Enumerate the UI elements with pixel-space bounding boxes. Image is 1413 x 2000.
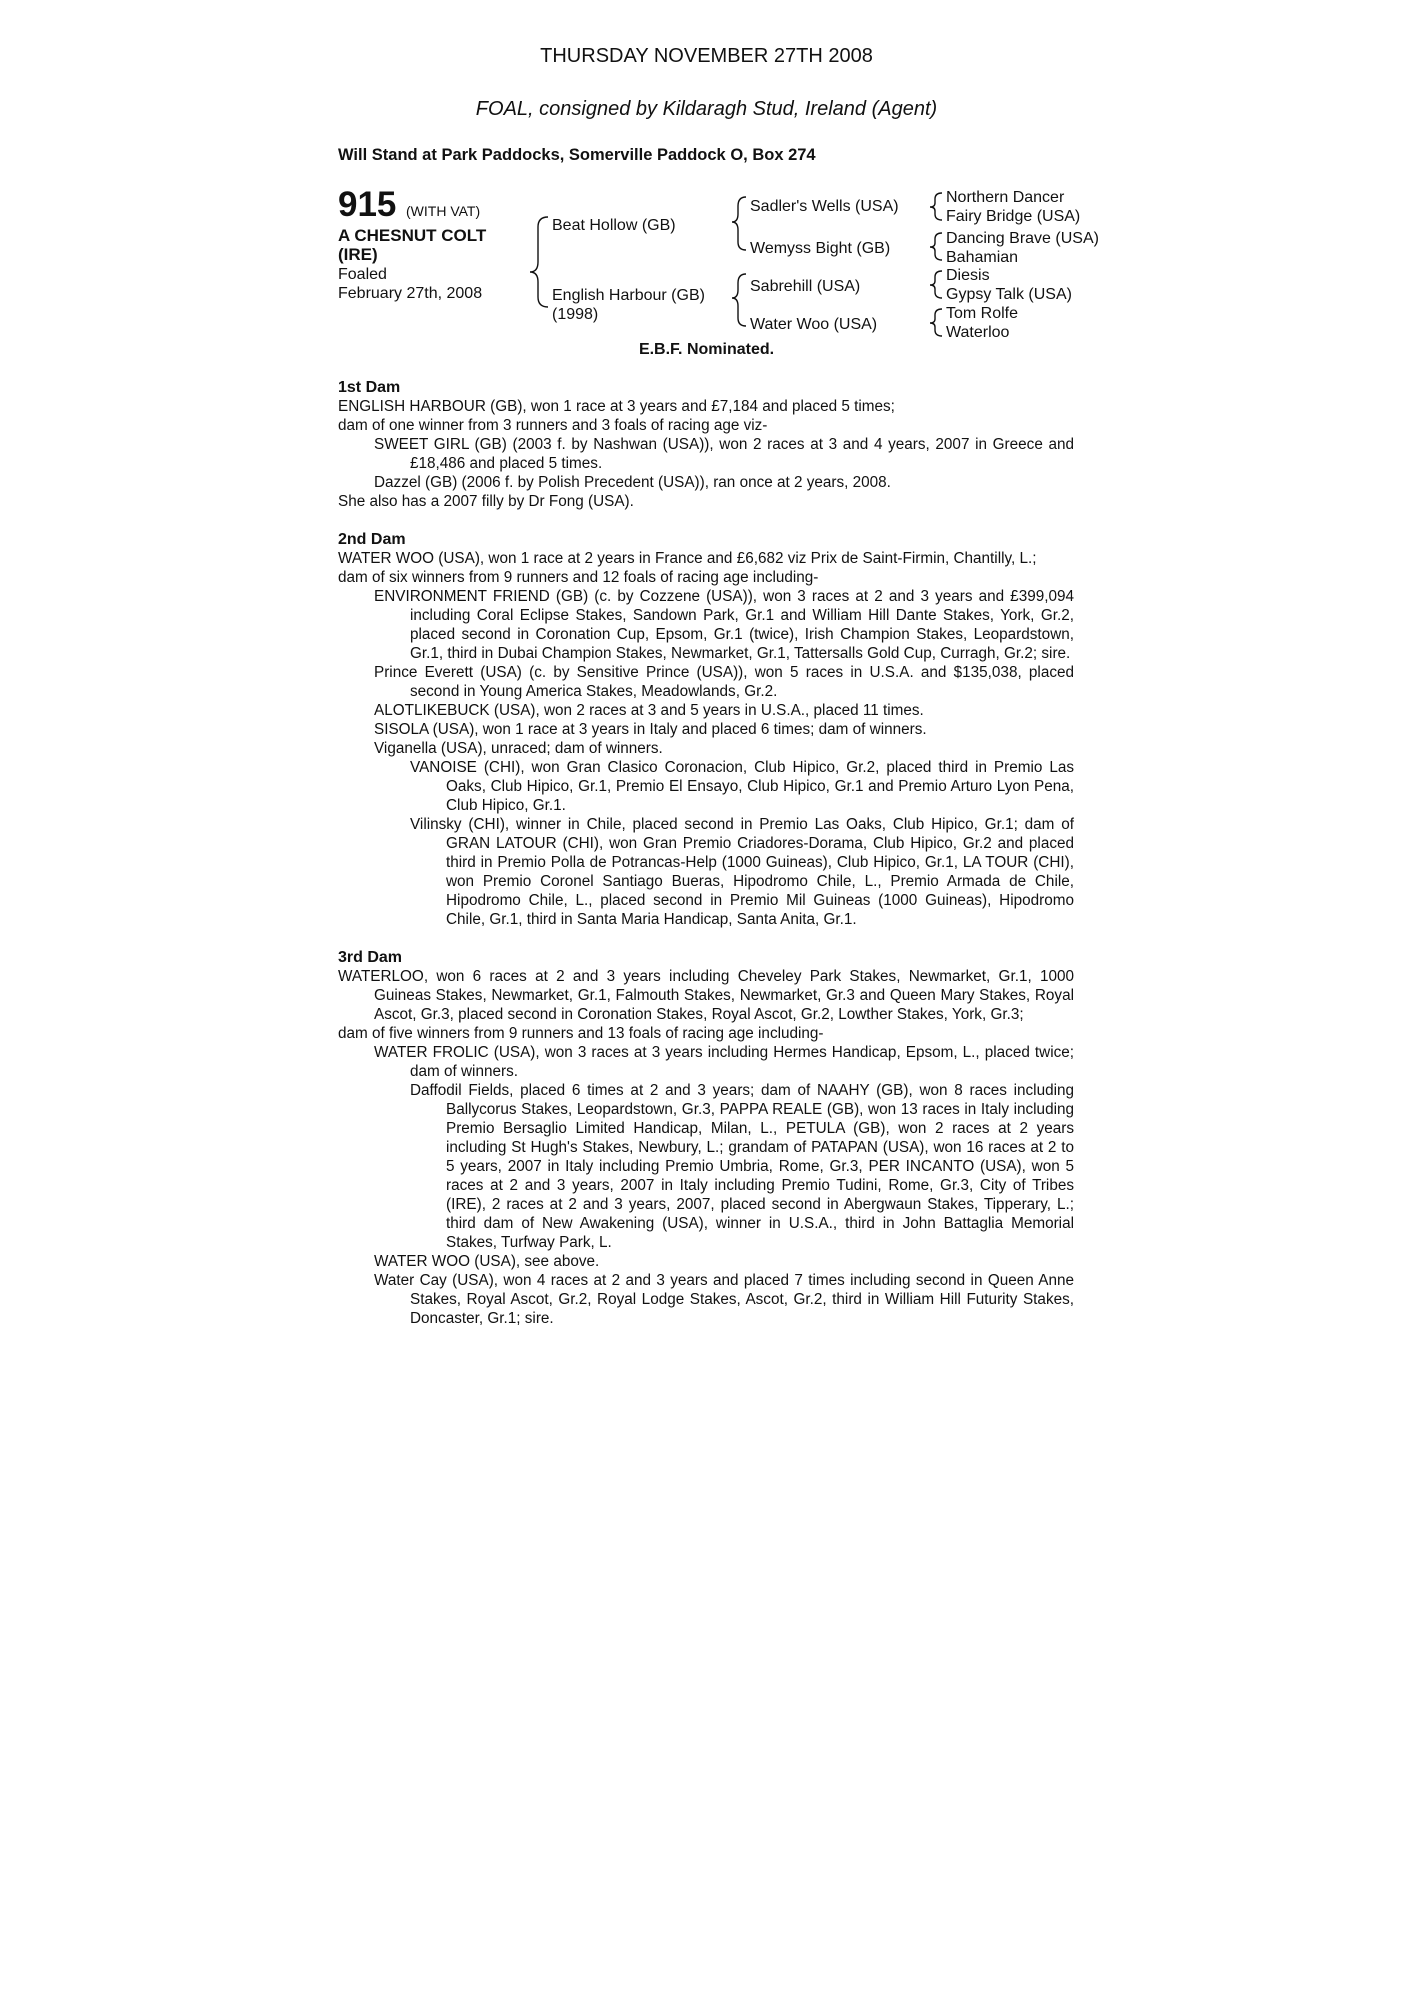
second-dam-grandfoal-2: Vilinsky (CHI), winner in Chile, placed second in Premio Las Oaks, Club Hipico, Gr.1; dam of GRAN LATOUR (CHI), won Gran Premio Criadores-Dorama, Club Hipico, Gr.2 and placed third in Premio Polla de Potrancas-Help (1000 Guineas), Club Hipico, Gr.1, LA TOUR (CHI), won Premio Coronel Santiago Bueras, Hipodromo Chile, L., Premio Armada de Chile, Hipodromo Chile, L., placed second in Premio Mil Guineas (1000 Guineas), Hipodromo Chile, Gr.1, third in Santa Maria Handicap, Santa Anita, Gr.1.: [410, 816, 1074, 928]
third-dam-foal-1: WATER FROLIC (USA), won 3 races at 3 years including Hermes Handicap, Epsom, L., placed twice; dam of winners.: [374, 1044, 1074, 1080]
pedigree-dam-sire: Sabrehill (USA): [750, 278, 861, 295]
second-dam-foal-2: Prince Everett (USA) (c. by Sensitive Prince (USA)), won 5 races in U.S.A. and $135,038, placed second in Young America Stakes, Meadowlands, Gr.2.: [374, 664, 1074, 700]
pedigree-dam: [552, 286, 705, 324]
pedigree-dss: Diesis: [946, 267, 990, 284]
pedigree-dds: Tom Rolfe: [946, 305, 1019, 322]
first-dam-record: ENGLISH HARBOUR (GB), won 1 race at 3 years and £7,184 and placed 5 times;: [338, 398, 895, 415]
first-dam-note: She also has a 2007 filly by Dr Fong (USA).: [338, 493, 634, 510]
pedigree-sss: Northern Dancer: [946, 189, 1065, 206]
pedigree-dam-dam: Water Woo (USA): [750, 316, 878, 333]
second-dam-heading: 2nd Dam: [338, 531, 406, 548]
third-dam-foal-3: Water Cay (USA), won 4 races at 2 and 3 years and placed 7 times including second in Queen Anne Stakes, Royal Ascot, Gr.2, Royal Lodge Stakes, Ascot, Gr.2, third in William Hill Futurity Stakes, Doncaster, Gr.1; sire.: [374, 1272, 1074, 1327]
pedigree-dsd: Gypsy Talk (USA): [946, 286, 1072, 303]
sale-date: THURSDAY NOVEMBER 27TH 2008: [540, 45, 873, 67]
third-dam-heading: 3rd Dam: [338, 949, 403, 966]
consignor-line: FOAL, consigned by Kildaragh Stud, Ireland (Agent): [475, 98, 938, 120]
second-dam-foal-1: ENVIRONMENT FRIEND (GB) (c. by Cozzene (USA)), won 3 races at 2 and 3 years and £399,094 including Coral Eclipse Stakes, Sandown Park, Gr.1 and William Hill Dante Stakes, York, Gr.2, placed second in Coronation Cup, Epsom, Gr.1 (twice), Irish Champion Stakes, Leopardstown, Gr.1, third in Dubai Champion Stakes, Newmarket, Gr.1, Tattersalls Gold Cup, Curragh, Gr.2; sire.: [374, 588, 1074, 662]
foaled-label: Foaled: [338, 266, 387, 283]
third-dam-record: WATERLOO, won 6 races at 2 and 3 years including Cheveley Park Stakes, Newmarket, Gr.1, 1000 Guineas Stakes, Newmarket, Gr.1, Falmouth Stakes, Newmarket, Gr.3 and Queen Mary Stakes, Royal Ascot, Gr.3, placed second in Coronation Stakes, Royal Ascot, Gr.2, Lowther Stakes, York, Gr.3;: [338, 968, 1074, 1023]
first-dam-foal-1: SWEET GIRL (GB) (2003 f. by Nashwan (USA)), won 2 races at 3 and 4 years, 2007 in Greece and £18,486 and placed 5 times.: [374, 436, 1074, 472]
ebf-nomination: E.B.F. Nominated.: [638, 341, 775, 358]
first-dam-foal-2: Dazzel (GB) (2006 f. by Polish Precedent (USA)), ran once at 2 years, 2008.: [374, 474, 891, 491]
first-dam-produce-summary: dam of one winner from 3 runners and 3 foals of racing age viz-: [338, 417, 768, 434]
pedigree-ddd: Waterloo: [946, 324, 1010, 341]
pedigree-sire: Beat Hollow (GB): [552, 217, 676, 234]
lot-number: 915: [338, 185, 397, 224]
pedigree-sire-sire: Sadler's Wells (USA): [750, 198, 899, 215]
third-dam-foal-2: WATER WOO (USA), see above.: [374, 1253, 600, 1270]
pedigree-sdd: Bahamian: [946, 249, 1019, 266]
pedigree-sire-dam: Wemyss Bight (GB): [750, 240, 891, 257]
horse-name-line1: A CHESNUT COLT: [338, 226, 487, 245]
foaled-date: February 27th, 2008: [338, 285, 483, 302]
pedigree-dam-year: (1998): [552, 306, 599, 323]
horse-name-line2: (IRE): [338, 245, 378, 264]
first-dam-heading: 1st Dam: [338, 379, 401, 396]
second-dam-foal-5: Viganella (USA), unraced; dam of winners.: [374, 740, 663, 757]
pedigree-dam-name: English Harbour (GB): [552, 287, 705, 304]
third-dam-produce-summary: dam of five winners from 9 runners and 13 foals of racing age including-: [338, 1025, 824, 1042]
second-dam-record: WATER WOO (USA), won 1 race at 2 years in France and £6,682 viz Prix de Saint-Firmin, Chantilly, L.;: [338, 550, 1037, 567]
stand-location: Will Stand at Park Paddocks, Somerville Paddock O, Box 274: [338, 146, 816, 164]
second-dam-grandfoal-1: VANOISE (CHI), won Gran Clasico Coronacion, Club Hipico, Gr.2, placed third in Premio Las Oaks, Club Hipico, Gr.1, Premio El Ensayo, Club Hipico, Gr.1 and Premio Arturo Lyon Pena, Club Hipico, Gr.1.: [410, 759, 1074, 814]
second-dam-foal-4: SISOLA (USA), won 1 race at 3 years in Italy and placed 6 times; dam of winners.: [374, 721, 927, 738]
pedigree-sds: Dancing Brave (USA): [946, 230, 1099, 247]
produce-record: [338, 378, 1074, 1328]
vat-note: (WITH VAT): [406, 203, 481, 219]
pedigree-brackets: [0, 0, 1413, 360]
second-dam-produce-summary: dam of six winners from 9 runners and 12 foals of racing age including-: [338, 569, 819, 586]
third-dam-grandfoal-1: Daffodil Fields, placed 6 times at 2 and 3 years; dam of NAAHY (GB), won 8 races including Ballycorus Stakes, Leopardstown, Gr.3, PAPPA REALE (GB), won 13 races in Italy including Premio Bersaglio Limited Handicap, Milan, L., PETULA (GB), won 2 races at 2 years including St Hugh's Stakes, Newbury, L.; grandam of PATAPAN (USA), won 16 races at 2 to 5 years, 2007 in Italy including Premio Umbria, Rome, Gr.3, PER INCANTO (USA), won 5 races at 2 and 3 years, 2007 in Italy including Premio Tudini, Rome, Gr.3, City of Tribes (IRE), 2 races at 2 and 3 years, 2007, placed second in Abergwaun Stakes, Tipperary, L.; third dam of New Awakening (USA), winner in U.S.A., third in John Battaglia Memorial Stakes, Turfway Park, L.: [410, 1082, 1074, 1251]
pedigree-ssd: Fairy Bridge (USA): [946, 208, 1081, 225]
second-dam-foal-3: ALOTLIKEBUCK (USA), won 2 races at 3 and 5 years in U.S.A., placed 11 times.: [374, 702, 924, 719]
